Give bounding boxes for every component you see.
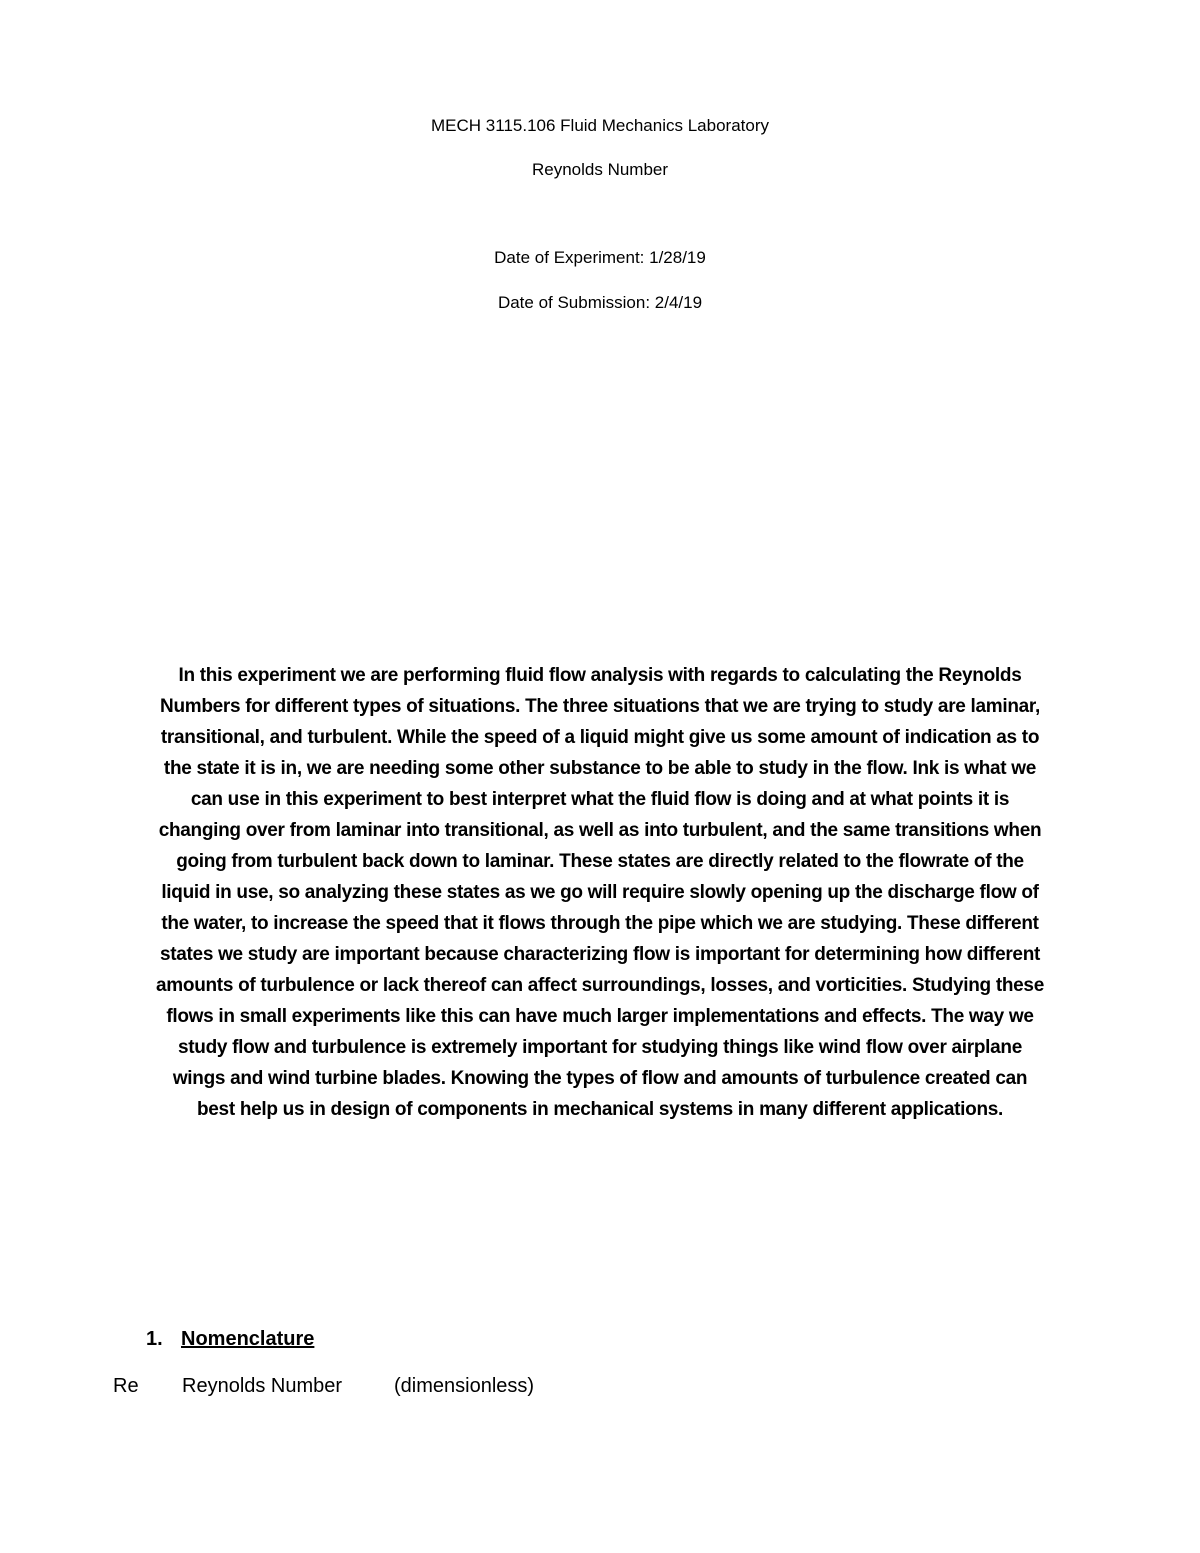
date-of-submission: Date of Submission: 2/4/19 <box>497 293 703 312</box>
nomenclature-unit: (dimensionless) <box>394 1375 535 1397</box>
abstract-line: changing over from laminar into transitional, as well as into turbulent, and the same transitions when <box>158 820 1042 841</box>
abstract-line: amounts of turbulence or lack thereof can affect surroundings, losses, and vorticities. Studying these <box>156 975 1044 996</box>
abstract-line: Numbers for different types of situations. The three situations that we are trying to study are laminar, <box>160 696 1040 717</box>
abstract-line: states we study are important because characterizing flow is important for determining how different <box>159 944 1041 965</box>
section-heading-nomenclature <box>146 1328 314 1351</box>
abstract-line: liquid in use, so analyzing these states as we go will require slowly opening up the discharge flow of <box>161 882 1039 903</box>
abstract-paragraph <box>60 660 1140 1125</box>
abstract-line: the water, to increase the speed that it flows through the pipe which we are studying. These different <box>161 913 1039 934</box>
section-title: Nomenclature <box>181 1328 315 1350</box>
abstract-line: flows in small experiments like this can have much larger implementations and effects. The way we <box>166 1006 1034 1027</box>
abstract-line: transitional, and turbulent. While the speed of a liquid might give us some amount of indication as to <box>160 727 1040 748</box>
nomenclature-symbol: Re <box>113 1375 139 1397</box>
nomenclature-name: Reynolds Number <box>182 1375 343 1397</box>
section-number: 1. <box>146 1328 163 1350</box>
abstract-line: best help us in design of components in mechanical systems in many different applications. <box>196 1099 1003 1120</box>
abstract-line: going from turbulent back down to laminar. These states are directly related to the flowrate of the <box>176 851 1024 872</box>
abstract-line: study flow and turbulence is extremely important for studying things like wind flow over airplane <box>178 1037 1022 1058</box>
date-of-experiment: Date of Experiment: 1/28/19 <box>494 248 706 267</box>
abstract-line: wings and wind turbine blades. Knowing the types of flow and amounts of turbulence created can <box>172 1068 1028 1089</box>
course-title: MECH 3115.106 Fluid Mechanics Laboratory <box>431 116 769 135</box>
abstract-line: can use in this experiment to best interpret what the fluid flow is doing and at what points it is <box>190 789 1010 810</box>
document-title: Reynolds Number <box>531 160 669 179</box>
abstract-line: the state it is in, we are needing some other substance to be able to study in the flow. Ink is what we <box>163 758 1037 779</box>
abstract-line: In this experiment we are performing fluid flow analysis with regards to calculating the Reynolds <box>178 665 1022 686</box>
